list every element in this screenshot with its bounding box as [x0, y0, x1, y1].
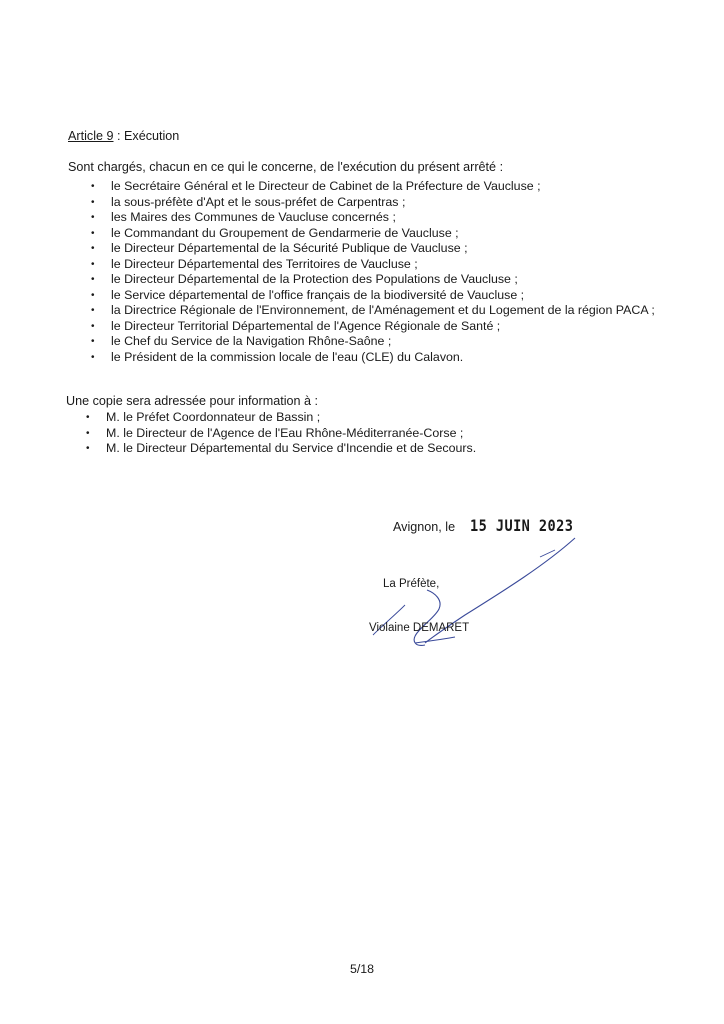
bullet-icon: •: [91, 181, 95, 192]
bullet-icon: •: [86, 412, 90, 423]
bullet-icon: •: [91, 320, 95, 332]
list-item: • le Président de la commission locale de l'eau (CLE) du Calavon.: [91, 349, 464, 364]
list-item: • M. le Directeur Départemental du Service d'Incendie et de Secours.: [86, 441, 477, 455]
signatory-name: Violaine DEMARET: [369, 622, 470, 634]
list-item: • le Directeur Départemental des Territoires de Vaucluse ;: [91, 256, 418, 271]
article-heading: [68, 129, 179, 143]
page-number: 5/18: [349, 962, 375, 976]
copy-intro: Une copie sera adressée pour information à :: [66, 394, 319, 408]
responsables-list: [91, 179, 691, 365]
signatory-role: La Préfète,: [383, 578, 440, 590]
list-item: • les Maires des Communes de Vaucluse concernés ;: [91, 210, 396, 224]
bullet-icon: •: [86, 443, 90, 454]
list-item: • M. le Préfet Coordonnateur de Bassin ;: [86, 410, 321, 424]
bullet-icon: •: [91, 212, 95, 223]
list-item: • le Secrétaire Général et le Directeur de Cabinet de la Préfecture de Vaucluse ;: [91, 179, 541, 193]
bullet-icon: •: [91, 336, 95, 347]
bullet-icon: •: [91, 305, 95, 316]
list-item: • la sous-préfète d'Apt et le sous-préfet de Carpentras ;: [91, 194, 406, 209]
execution-intro: Sont chargés, chacun en ce qui le concerne, de l'exécution du présent arrêté :: [68, 160, 504, 174]
article-separator: :: [113, 129, 124, 143]
article-title: Exécution: [124, 129, 180, 143]
handwritten-signature: [355, 535, 580, 660]
list-item: • le Directeur Départemental de la Sécurité Publique de Vaucluse ;: [91, 241, 468, 255]
bullet-icon: •: [91, 289, 95, 301]
bullet-icon: •: [91, 351, 95, 363]
list-item: • le Directeur Territorial Départemental de l'Agence Régionale de Santé ;: [91, 318, 501, 333]
article-number: Article 9: [68, 129, 114, 143]
list-item: • M. le Directeur de l'Agence de l'Eau Rhône-Méditerranée-Corse ;: [86, 425, 464, 440]
bullet-icon: •: [91, 243, 95, 254]
bullet-icon: •: [91, 274, 95, 285]
bullet-icon: •: [86, 427, 90, 439]
list-item: • la Directrice Régionale de l'Environnement, de l'Aménagement et du Logement de la région PACA ;: [91, 303, 655, 317]
list-item: • le Service départemental de l'office français de la biodiversité de Vaucluse ;: [91, 287, 525, 302]
list-item: • le Chef du Service de la Navigation Rhône-Saône ;: [91, 334, 392, 348]
bullet-icon: •: [91, 227, 95, 239]
signature-place: Avignon, le: [393, 520, 456, 534]
bullet-icon: •: [91, 196, 95, 208]
list-item: • le Directeur Départemental de la Protection des Populations de Vaucluse ;: [91, 272, 518, 286]
list-item: • le Commandant du Groupement de Gendarmerie de Vaucluse ;: [91, 225, 459, 240]
bullet-icon: •: [91, 258, 95, 270]
date-stamp: 15 JUIN 2023: [470, 516, 574, 535]
copy-recipients-list: [86, 410, 666, 457]
